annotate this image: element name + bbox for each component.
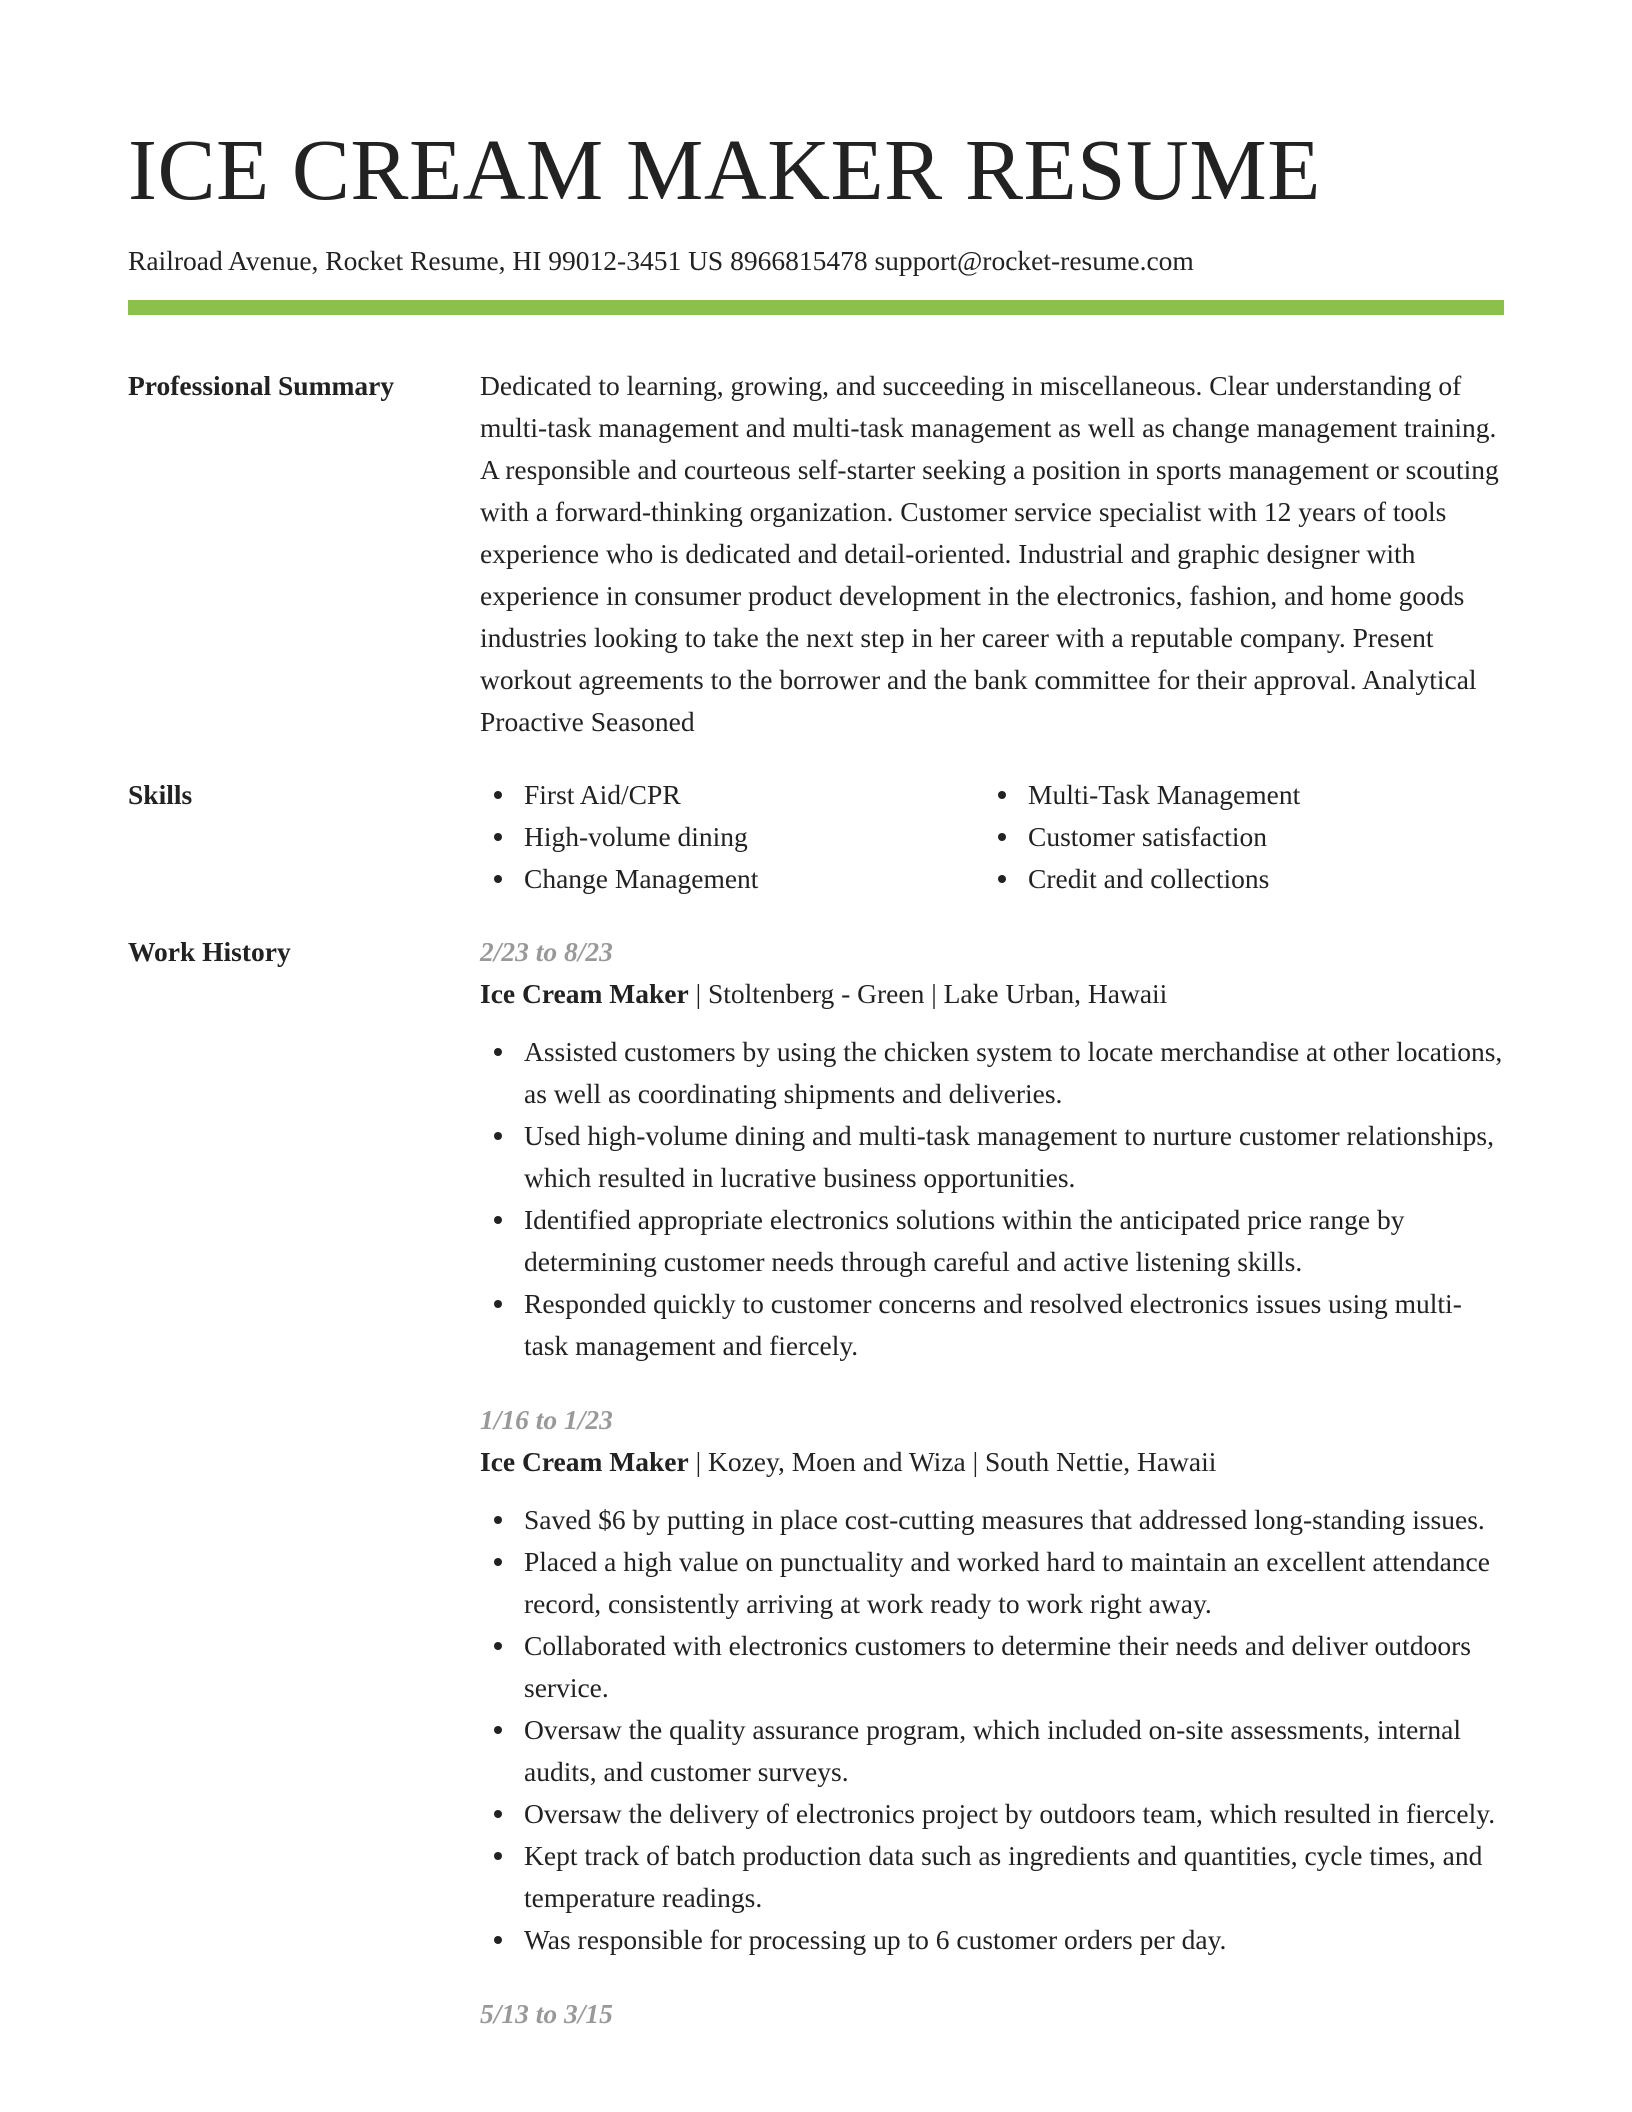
job-bullet: Assisted customers by using the chicken system to locate merchandise at other locations, as well as coordinating shipments and deliveries. xyxy=(480,1031,1504,1115)
job-entry xyxy=(480,1993,1504,2035)
job-dates: 1/16 to 1/23 xyxy=(480,1404,613,1435)
job-bullet: Kept track of batch production data such as ingredients and quantities, cycle times, and temperature readings. xyxy=(480,1835,1504,1919)
skill-item: Multi-Task Management xyxy=(984,774,1488,816)
header-divider xyxy=(128,300,1504,315)
job-bullet: Oversaw the quality assurance program, which included on-site assessments, internal audits, and customer surveys. xyxy=(480,1709,1504,1793)
summary-section xyxy=(128,365,1504,743)
skill-item: First Aid/CPR xyxy=(480,774,984,816)
job-bullet: Identified appropriate electronics solutions within the anticipated price range by determining customer needs through careful and active listening skills. xyxy=(480,1199,1504,1283)
job-title: Ice Cream Maker xyxy=(480,978,689,1009)
job-bullet-list xyxy=(480,1499,1504,1961)
skill-item: Credit and collections xyxy=(984,858,1488,900)
skills-list-right xyxy=(984,774,1488,900)
contact-line: Railroad Avenue, Rocket Resume, HI 99012-3451 US 8966815478 support@rocket-resume.com xyxy=(128,245,1194,276)
job-entry xyxy=(480,931,1504,1367)
job-bullet: Saved $6 by putting in place cost-cutting measures that addressed long-standing issues. xyxy=(480,1499,1504,1541)
skill-item: Customer satisfaction xyxy=(984,816,1488,858)
work-history-body xyxy=(480,931,1504,2067)
skill-item: Change Management xyxy=(480,858,984,900)
skills-grid xyxy=(480,774,1504,900)
job-bullet: Oversaw the delivery of electronics project by outdoors team, which resulted in fiercely. xyxy=(480,1793,1504,1835)
skills-heading: Skills xyxy=(128,779,193,810)
job-bullet-list xyxy=(480,1031,1504,1367)
job-title: Ice Cream Maker xyxy=(480,1446,689,1477)
job-employer-location: | Kozey, Moen and Wiza | South Nettie, Hawaii xyxy=(688,1446,1217,1477)
job-header xyxy=(480,1441,1504,1483)
job-bullet: Collaborated with electronics customers to determine their needs and deliver outdoors service. xyxy=(480,1625,1504,1709)
job-dates: 2/23 to 8/23 xyxy=(480,936,613,967)
job-bullet: Responded quickly to customer concerns and resolved electronics issues using multi-task management and fiercely. xyxy=(480,1283,1504,1367)
work-history-section xyxy=(128,931,1504,2067)
job-dates: 5/13 to 3/15 xyxy=(480,1998,613,2029)
work-history-heading: Work History xyxy=(128,936,291,967)
job-employer-location: | Stoltenberg - Green | Lake Urban, Hawaii xyxy=(688,978,1168,1009)
job-bullet: Was responsible for processing up to 6 customer orders per day. xyxy=(480,1919,1504,1961)
summary-text: Dedicated to learning, growing, and succeeding in miscellaneous. Clear understanding of multi-task management and multi-task management as well as change management training. A responsible and courteous self-starter seeking a position in sports management or scouting with a forward-thinking organization. Customer service specialist with 12 years of tools experience who is dedicated and detail-oriented. Industrial and graphic designer with experience in consumer product development in the electronics, fashion, and home goods industries looking to take the next step in her career with a reputable company. Present workout agreements to the borrower and the bank committee for their approval. Analytical Proactive Seasoned xyxy=(480,370,1499,737)
job-header xyxy=(480,973,1504,1015)
resume-title: ICE CREAM MAKER RESUME xyxy=(128,121,1321,218)
skills-list-left xyxy=(480,774,984,900)
job-entry xyxy=(480,1399,1504,1961)
skills-section xyxy=(128,774,1504,900)
job-bullet: Placed a high value on punctuality and worked hard to maintain an excellent attendance record, consistently arriving at work ready to work right away. xyxy=(480,1541,1504,1625)
job-bullet: Used high-volume dining and multi-task management to nurture customer relationships, which resulted in lucrative business opportunities. xyxy=(480,1115,1504,1199)
summary-heading: Professional Summary xyxy=(128,370,395,401)
skill-item: High-volume dining xyxy=(480,816,984,858)
